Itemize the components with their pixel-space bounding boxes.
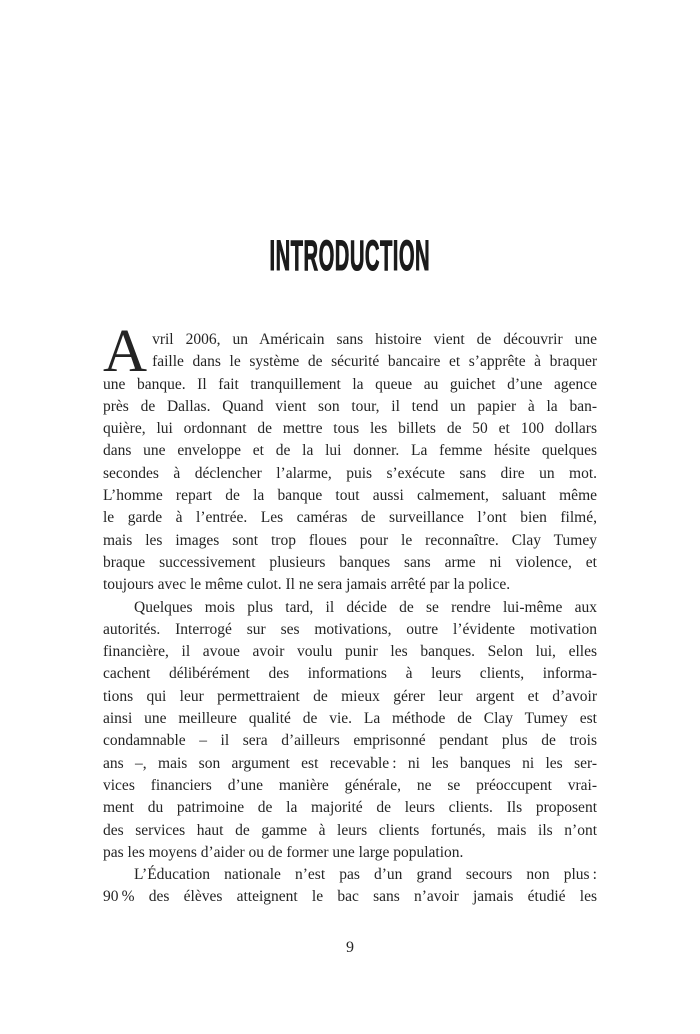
text-line: ment du patrimoine de la majorité de leurs clients. Ils proposent — [103, 799, 597, 817]
text-line: le garde à l’entrée. Les caméras de surveillance l’ont bien filmé, — [103, 509, 597, 527]
text-line: des services haut de gamme à leurs clients fortunés, mais ils n’ont — [103, 821, 597, 839]
text-line: L’homme repart de la banque tout aussi calmement, saluant même — [103, 487, 597, 505]
text-line: autorités. Interrogé sur ses motivations, outre l’évidente motivation — [103, 620, 597, 638]
text-line: ans –, mais son argument est recevable : ni les banques ni les ser- — [103, 754, 597, 772]
text-line: L’Éducation nationale n’est pas d’un grand secours non plus : — [134, 866, 597, 884]
text-line: braque successivement plusieurs banques sans arme ni violence, et — [103, 553, 597, 571]
paragraph — [103, 864, 597, 909]
text-line: mais les images sont trop floues pour le reconnaître. Clay Tumey — [103, 531, 597, 549]
text-line: pas les moyens d’aider ou de former une large population. — [103, 843, 464, 861]
text-line: quière, lui ordonnant de mettre tous les billets de 50 et 100 dollars — [103, 420, 597, 438]
paragraph — [103, 597, 597, 865]
chapter-title — [0, 232, 700, 280]
text-line: toujours avec le même culot. Il ne sera jamais arrêté par la police. — [103, 576, 511, 594]
text-line: faille dans le système de sécurité bancaire et s’apprête à braquer — [152, 353, 597, 371]
text-line: dans une enveloppe et de la lui donner. La femme hésite quelques — [103, 442, 597, 460]
text-line: Quelques mois plus tard, il décide de se rendre lui-même aux — [134, 598, 597, 616]
text-line: condamnable – il sera d’ailleurs emprisonné pendant plus de trois — [103, 732, 597, 750]
text-line: une banque. Il fait tranquillement la queue au guichet d’une agence — [103, 375, 597, 393]
dropcap-letter: A — [103, 318, 148, 385]
text-line: près de Dallas. Quand vient son tour, il tend un papier à la ban- — [103, 397, 597, 415]
text-line: secondes à déclencher l’alarme, puis s’exécute sans dire un mot. — [103, 464, 597, 482]
page-number: 9 — [346, 939, 354, 956]
text-line: 90 % des élèves atteignent le bac sans n’avoir jamais étudié les — [103, 888, 597, 906]
text-line: ainsi une meilleure qualité de vie. La méthode de Clay Tumey est — [103, 710, 597, 728]
text-line: financière, il avoue avoir voulu punir les banques. Selon lui, elles — [103, 643, 597, 661]
chapter-title-text: INTRODUCTION — [269, 232, 431, 280]
body-text — [103, 318, 597, 909]
text-line: vril 2006, un Américain sans histoire vient de découvrir une — [152, 331, 597, 348]
text-line: vices financiers d’une manière générale, ne se préoccupent vrai- — [103, 776, 597, 794]
text-line: tions qui leur permettraient de mieux gérer leur argent et d’avoir — [103, 687, 597, 705]
text-line: cachent délibérément des informations à leurs clients, informa- — [103, 665, 597, 683]
paragraph — [103, 318, 597, 597]
